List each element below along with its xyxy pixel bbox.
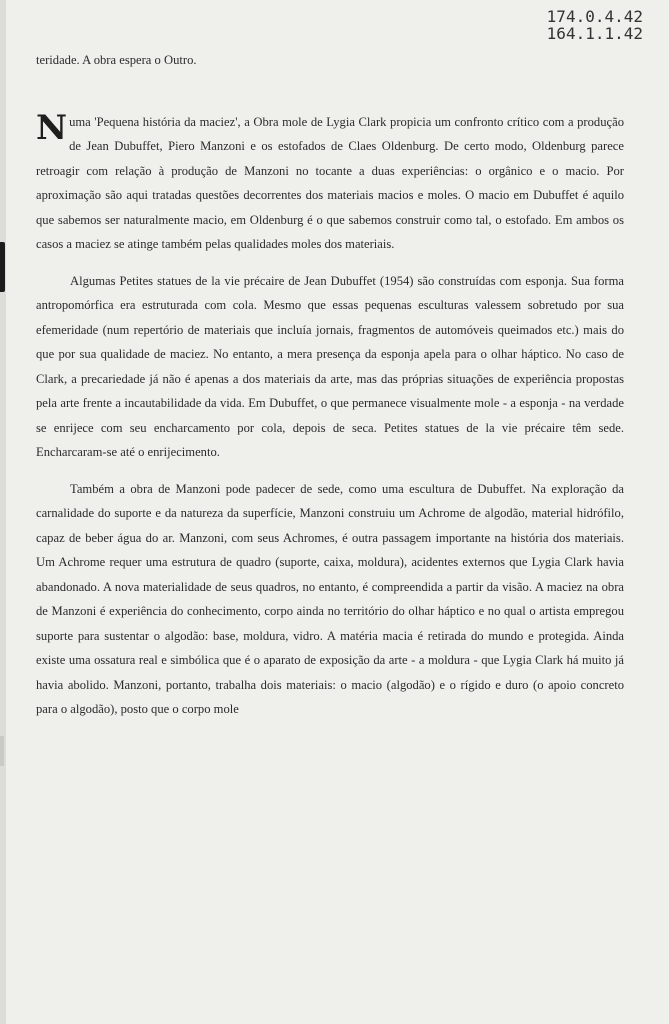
paragraph-2: Algumas Petites statues de la vie précaire de Jean Dubuffet (1954) são construídas com esponja. Sua forma antropomórfica era estruturada com cola. Mesmo que essas pequenas esculturas valessem sobretudo por sua efemeridade (num repertório de materiais que incluía jornais, fragmentos de automóveis queimados etc.) mais do que por sua qualidade de maciez. No entanto, a mera presença da esponja apela para o olhar háptico. No caso de Clark, a precariedade já não é apenas a dos materiais da arte, mas das próprias situações de experiência propostas pela arte frente a incautabilidade da vida. Em Dubuffet, o que permanece visualmente mole - a esponja - na verdade se enrijece com seu encharcamento por cola, depois de seca. Petites statues de la vie précaire têm sede. Encharcaram-se até o enrijecimento. [36,273,624,459]
shelfmark-line-2: 164.1.1.42 [546,24,643,43]
binding-tab [0,242,5,292]
paragraph-3: Também a obra de Manzoni pode padecer de sede, como uma escultura de Dubuffet. Na exploração da carnalidade do suporte e da natureza da superfície, Manzoni construiu um Achrome de algodão, material hidrófilo, capaz de beber água do ar. Manzoni, com seus Achromes, é outra passagem importante na história dos materiais. Um Achrome requer uma estrutura de quadro (suporte, caixa, moldura), acidentes externos que Lygia Clark havia abandonado. A nova materialidade de seus quadros, no entanto, é compreendida a partir da visão. A maciez na obra de Manzoni é experiência do conhecimento, corpo ainda no território do olhar háptico e no qual o artista empregou suporte para sustentar o algodão: base, moldura, vidro. A matéria macia é retirada do mundo e protegida. Ainda existe uma ossatura real e simbólica que é o aparato de exposição da arte - a moldura - que Lygia Clark há muito já havia abolido. Manzoni, portanto, trabalha dois materiais: o macio (algodão) e o rígido e duro (o apoio concreto para o algodão), posto que o corpo mole [36,481,624,716]
handwritten-shelfmark [533,8,643,42]
page-fold-mark [0,736,4,766]
drop-cap: N [36,107,68,148]
paragraph-1 [36,107,624,257]
paragraph-1-text: uma 'Pequena história da maciez', a Obra mole de Lygia Clark propicia um confronto crítico com a produção de Jean Dubuffet, Piero Manzoni e os estofados de Claes Oldenburg. De certo modo, Oldenburg parece retroagir com relação à produção de Manzoni no tocante a duas experiências: o orgânico e o macio. Por aproximação são aqui tratadas questões decorrentes dos materiais macios e moles. O macio em Dubuffet é aquilo que sabemos ser naturalmente macio, em Oldenburg é o que sabemos construir como tal, o estofado. Em ambos os casos a maciez se atinge também pelas qualidades moles dos materiais. [36,114,624,251]
continuation-line: teridade. A obra espera o Outro. [36,53,197,67]
shelfmark-line-1: 174.0.4.42 [546,7,643,26]
body-text [36,48,624,722]
